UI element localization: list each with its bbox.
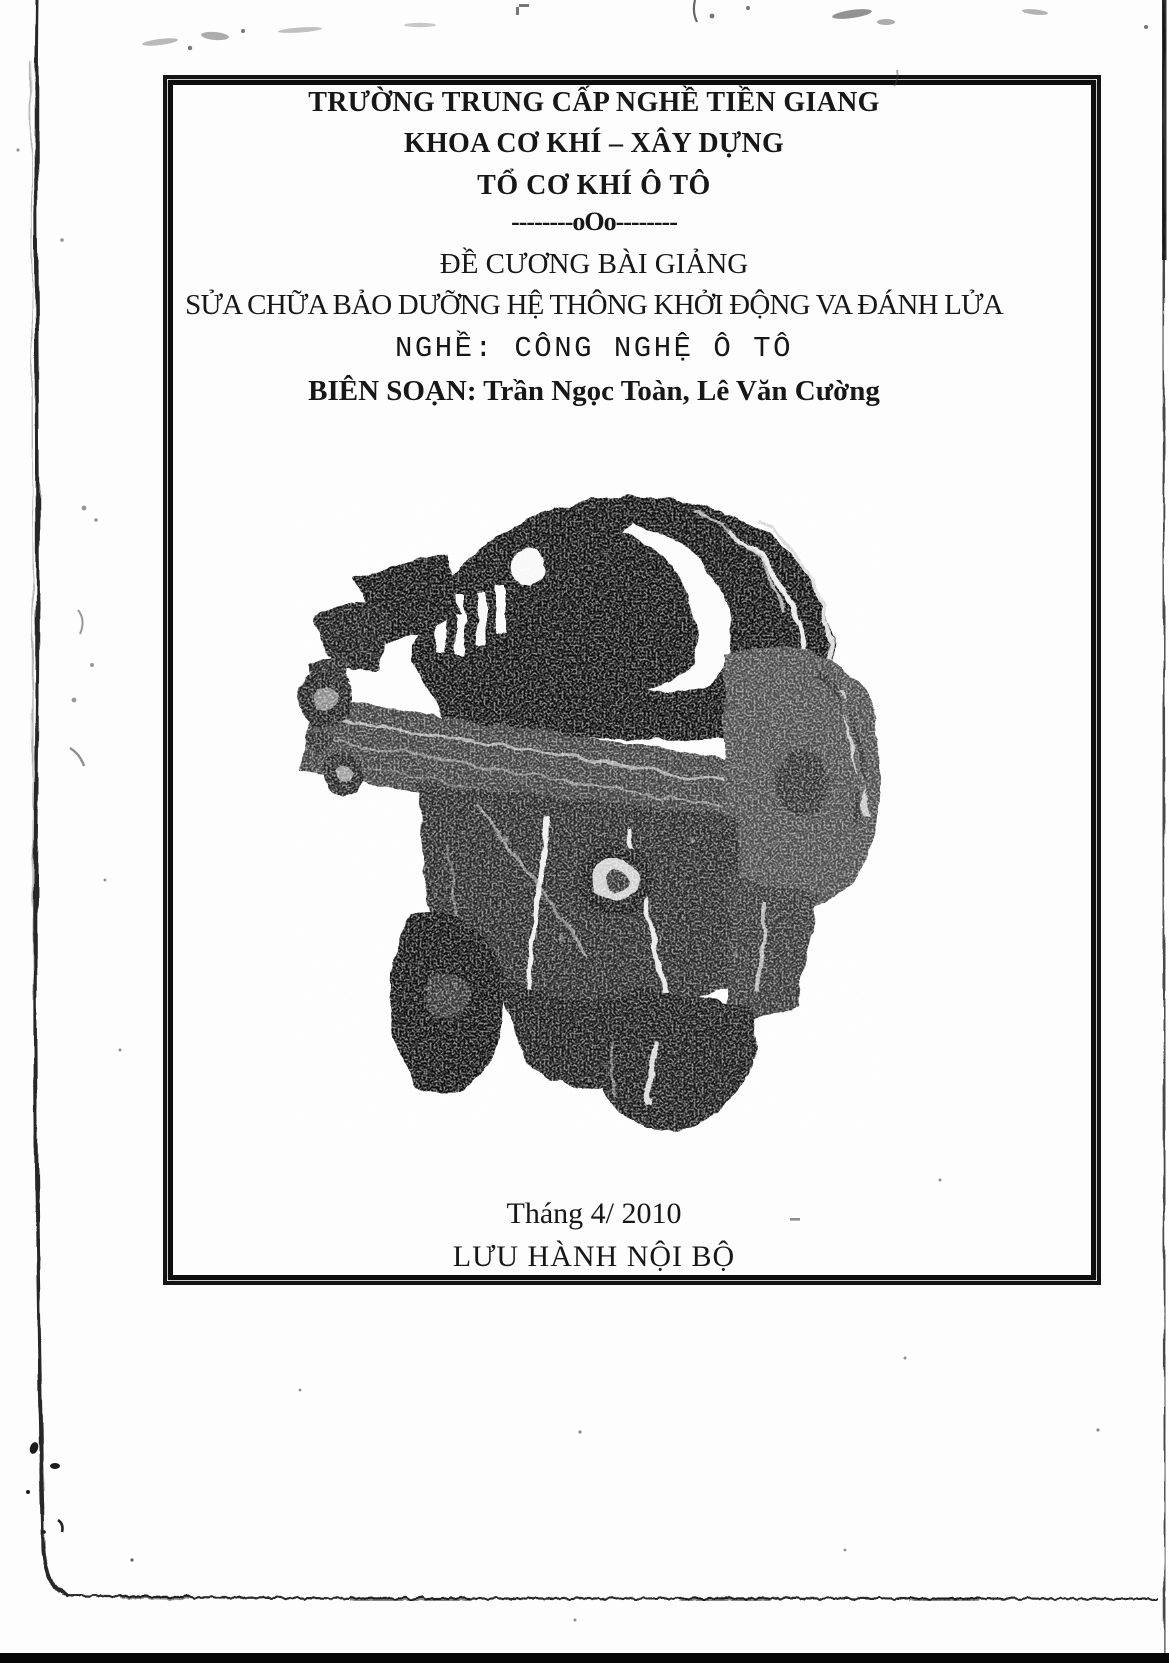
- bottom-edge-line: [62, 1595, 1158, 1600]
- faculty-name: KHOA CƠ KHÍ – XÂY DỰNG: [403, 128, 785, 159]
- document-type: ĐỀ CƯƠNG BÀI GIẢNG: [439, 248, 749, 280]
- engine-cutaway-icon: [296, 483, 881, 1133]
- bottom-left-specks: [26, 1441, 134, 1562]
- ooo-divider: --------oOo--------: [511, 207, 677, 236]
- engine-illustration: [296, 483, 881, 1133]
- school-name: TRƯỜNG TRUNG CẤP NGHỀ TIỀN GIANG: [308, 87, 880, 118]
- publication-date: Tháng 4/ 2010: [506, 1197, 682, 1230]
- authors-line: BIÊN SOẠN: Trần Ngọc Toàn, Lê Văn Cường: [308, 375, 880, 407]
- circulation-note: LƯU HÀNH NỘI BỘ: [452, 1240, 736, 1273]
- left-scan-line: [31, 0, 68, 1595]
- left-margin-smudges: [16, 148, 97, 766]
- right-scan-line: [1162, 0, 1167, 1660]
- department-name: TỔ CƠ KHÍ Ô TÔ: [477, 170, 711, 201]
- bottom-scan-bar: [0, 1653, 1169, 1663]
- cover-frame: [163, 75, 1101, 1285]
- trade-line: NGHỀ: CÔNG NGHỆ Ô TÔ: [394, 332, 794, 365]
- course-title: SỬA CHỮA BẢO DƯỠNG HỆ THÔNG KHỞI ĐỘNG VA ĐÁNH LỬA: [185, 289, 1003, 321]
- top-smudges: [142, 0, 1148, 86]
